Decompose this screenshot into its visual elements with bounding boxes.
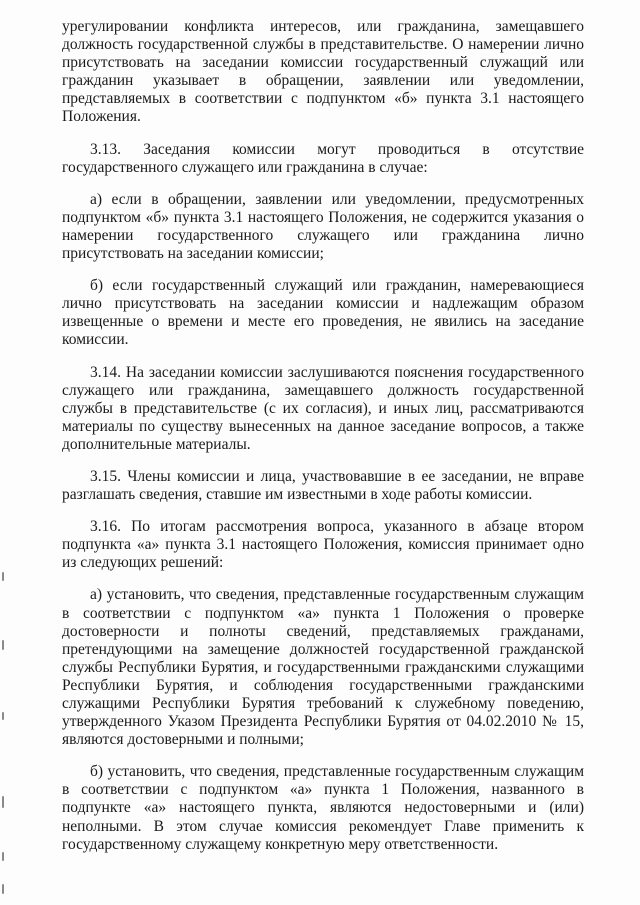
paragraph-3-14: 3.14. На заседании комиссии заслушиваются пояснения государственного служащего или гражданина, замещавшего должность государственной службы в представительстве (с их согласия), и иных лиц, рассматриваются материалы по существу вынесенных на данное заседание вопросов, а также дополнительные материалы. — [62, 363, 584, 453]
paragraph-3-13: 3.13. Заседания комиссии могут проводиться в отсутствие государственного служащего или гражданина в случае: — [62, 140, 584, 176]
paragraph-3-16-a: а) установить, что сведения, представленные государственным служащим в соответствии с подпунктом «а» пункта 1 Положения о проверке достоверности и полноты сведений, представляемых гражданами, претендующими на замещение должностей государственной гражданской службы Республики Бурятия, и государственными гражданскими служащими Республики Бурятия, и соблюдения государственными гражданскими служащими Республики Бурятия требований к служебному поведению, утвержденного Указом Президента Республики Бурятия от 04.02.2010 № 15, являются достоверными и полными; — [62, 586, 584, 749]
paragraph-3-13-a: а) если в обращении, заявлении или уведомлении, предусмотренных подпунктом «б» пункта 3.1 настоящего Положения, не содержится указания о намерении государственного служащего или гражданина лично присутствовать на заседании комиссии; — [62, 190, 584, 263]
document-text — [62, 18, 584, 854]
scan-margin-mark — [2, 852, 4, 861]
paragraph-3-16-b: б) установить, что сведения, представленные государственным служащим в соответствии с подпунктом «а» пункта 1 Положения, названного в подпункте «а» настоящего пункта, являются недостоверными и (или) неполными. В этом случае комиссия рекомендует Главе применить к государственному служащему конкретную меру ответственности. — [62, 763, 584, 853]
scan-margin-mark — [2, 712, 4, 720]
scan-margin-mark — [2, 572, 4, 581]
scan-margin-mark — [2, 640, 4, 650]
scan-margin-mark — [2, 884, 4, 894]
scan-margin-mark — [2, 796, 4, 808]
paragraph-3-16: 3.16. По итогам рассмотрения вопроса, указанного в абзаце втором подпункта «а» пункта 3.1 настоящего Положения, комиссия принимает одно из следующих решений: — [62, 518, 584, 572]
paragraph-3-13-b: б) если государственный служащий или гражданин, намеревающиеся лично присутствовать на заседании комиссии и надлежащим образом извещенные о времени и месте его проведения, не явились на заседание комиссии. — [62, 277, 584, 349]
paragraph-continuation: урегулировании конфликта интересов, или гражданина, замещавшего должность государственной службы в представительстве. О намерении лично присутствовать на заседании комиссии государственный служащий или гражданин указывает в обращении, заявлении или уведомлении, представляемых в соответствии с подпунктом «б» пункта 3.1 настоящего Положения. — [62, 18, 584, 126]
paragraph-3-15: 3.15. Члены комиссии и лица, участвовавшие в ее заседании, не вправе разглашать сведения, ставшие им известными в ходе работы комиссии. — [62, 467, 584, 504]
